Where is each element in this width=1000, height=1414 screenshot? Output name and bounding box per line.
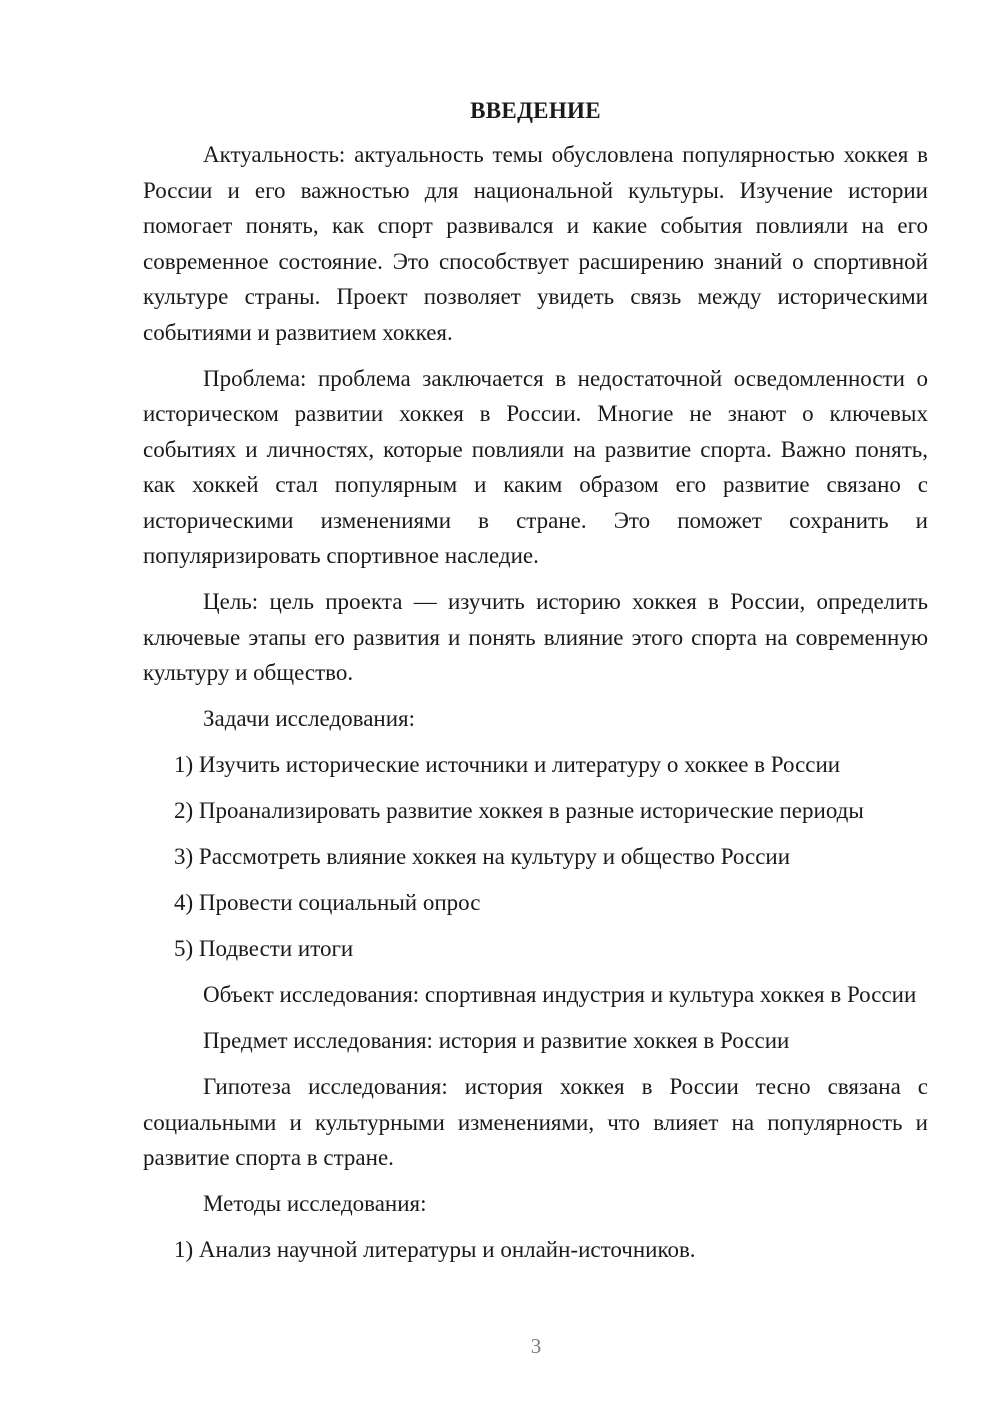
method-item: 1) Анализ научной литературы и онлайн-источников. [174,1237,696,1262]
page-title: ВВЕДЕНИЕ [470,98,601,123]
hypothesis-paragraph: Гипотеза исследования: история хоккея в России тесно связана с социальными и культурными изменениями, что влияет на популярность и развитие спорта в стране. [143,1074,928,1170]
task-item: 4) Провести социальный опрос [174,890,481,915]
tasks-heading: Задачи исследования: [203,706,416,731]
document-page [143,96,928,1278]
relevance-paragraph: Актуальность: актуальность темы обусловлена популярностью хоккея в России и его важностью для национальной культуры. Изучение истории помогает понять, как спорт развивался и какие события повлияли на его современное состояние. Это способствует расширению знаний о спортивной культуре страны. Проект позволяет увидеть связь между историческими событиями и развитием хоккея. [143,142,928,345]
task-item: 3) Рассмотреть влияние хоккея на культуру и общество России [174,844,791,869]
subject-paragraph: Предмет исследования: история и развитие хоккея в России [203,1028,790,1053]
methods-heading: Методы исследования: [203,1191,427,1216]
problem-paragraph: Проблема: проблема заключается в недостаточной осведомленности о историческом развитии хоккея в России. Многие не знают о ключевых событиях и личностях, которые повлияли на развитие спорта. Важно понять, как хоккей стал популярным и каким образом его развитие связано с историческими изменениями в стране. Это поможет сохранить и популяризировать спортивное наследие. [143,365,928,568]
task-item: 1) Изучить исторические источники и литературу о хоккее в России [174,752,841,777]
object-paragraph: Объект исследования: спортивная индустрия и культура хоккея в России [203,982,917,1007]
page-number: 3 [530,1334,542,1358]
task-item: 2) Проанализировать развитие хоккея в разные исторические периоды [174,798,864,823]
goal-paragraph: Цель: цель проекта — изучить историю хоккея в России, определить ключевые этапы его развития и понять влияние этого спорта на современную культуру и общество. [143,589,928,685]
task-item: 5) Подвести итоги [174,936,354,961]
